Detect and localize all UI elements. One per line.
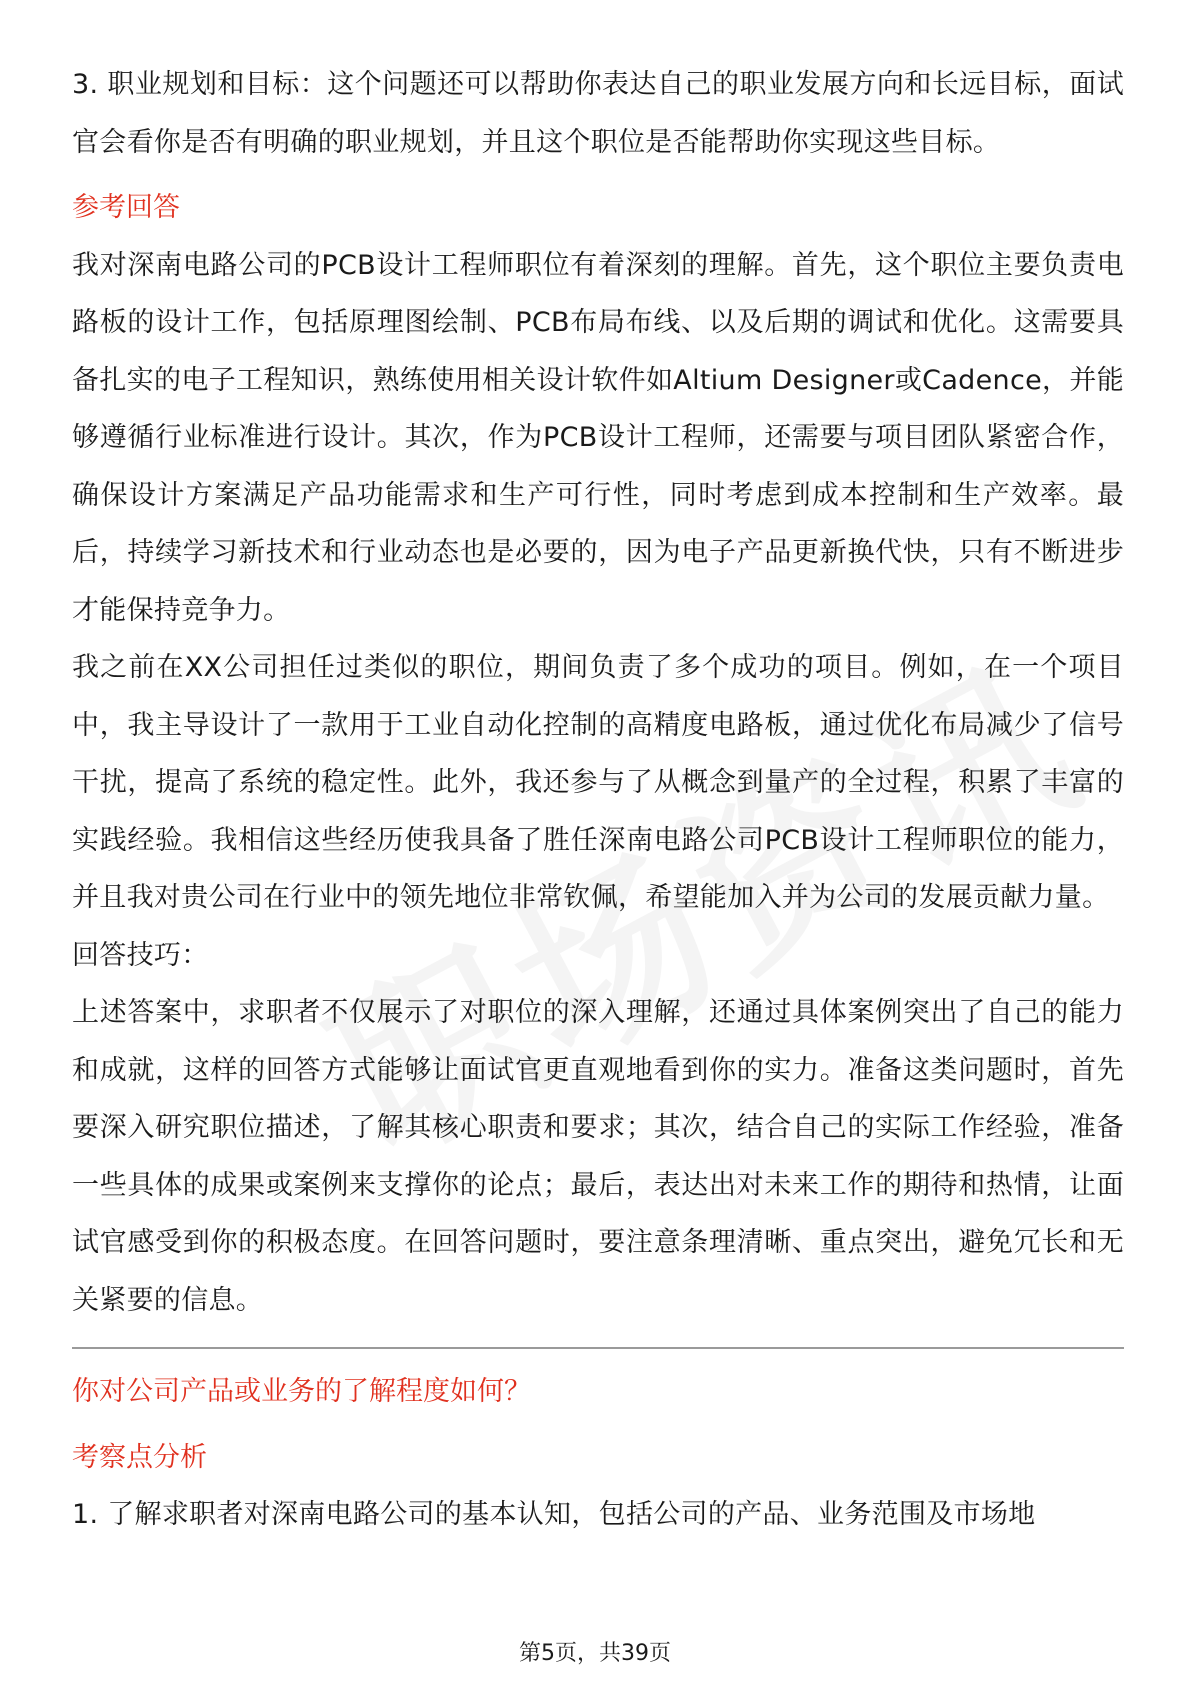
- paragraph-analysis-1: 1. 了解求职者对深南电路公司的基本认知，包括公司的产品、业务范围及市场地: [72, 1499, 1036, 1530]
- heading-reference-answer: 参考回答: [72, 192, 180, 223]
- paragraph-tips-body: 上述答案中，求职者不仅展示了对职位的深入理解，还通过具体案例突出了自己的能力和成就，这样的回答方式能够让面试官更直观地看到你的实力。准备这类问题时，首先要深入研究职位描述，了解其核心职责和要求；其次，结合自己的实际工作经验，准备一些具体的成果或案例来支撑你的论点；最后，表达出对未来工作的期待和热情，让面试官感受到你的积极态度。在回答问题时，要注意条理清晰、重点突出，避免冗长和无关紧要的信息。: [72, 997, 1124, 1316]
- question-heading: 你对公司产品或业务的了解程度如何？: [72, 1376, 531, 1407]
- paragraph-answer-1: 我对深南电路公司的PCB设计工程师职位有着深刻的理解。首先，这个职位主要负责电路板的设计工作，包括原理图绘制、PCB布局布线、以及后期的调试和优化。这需要具备扎实的电子工程知识，熟练使用相关设计软件如Altium Designer或Cadence，并能够遵循行业标准进行设计。其次，作为PCB设计工程师，还需要与项目团队紧密合作，确保设计方案满足产品功能需求和生产可行性，同时考虑到成本控制和生产效率。最后，持续学习新技术和行业动态也是必要的，因为电子产品更新换代快，只有不断进步才能保持竞争力。: [72, 249, 1124, 626]
- heading-analysis: 考察点分析: [72, 1441, 207, 1473]
- paragraph-answer-2: 我之前在XX公司担任过类似的职位，期间负责了多个成功的项目。例如，在一个项目中，我主导设计了一款用于工业自动化控制的高精度电路板，通过优化布局减少了信号干扰，提高了系统的稳定性。此外，我还参与了从概念到量产的全过程，积累了丰富的实践经验。我相信这些经历使我具备了胜任深南电路公司PCB设计工程师职位的能力，并且我对贵公司在行业中的领先地位非常钦佩，希望能加入并为公司的发展贡献力量。: [72, 652, 1124, 913]
- document-page: [72, 56, 1124, 1544]
- paragraph-career-goal: 3. 职业规划和目标：这个问题还可以帮助你表达自己的职业发展方向和长远目标，面试官会看你是否有明确的职业规划，并且这个职位是否能帮助你实现这些目标。: [72, 69, 1124, 158]
- page-footer: 第5页，共39页: [519, 1641, 671, 1666]
- paragraph-tips-label: 回答技巧：: [72, 939, 209, 971]
- section-divider: [72, 1347, 1124, 1349]
